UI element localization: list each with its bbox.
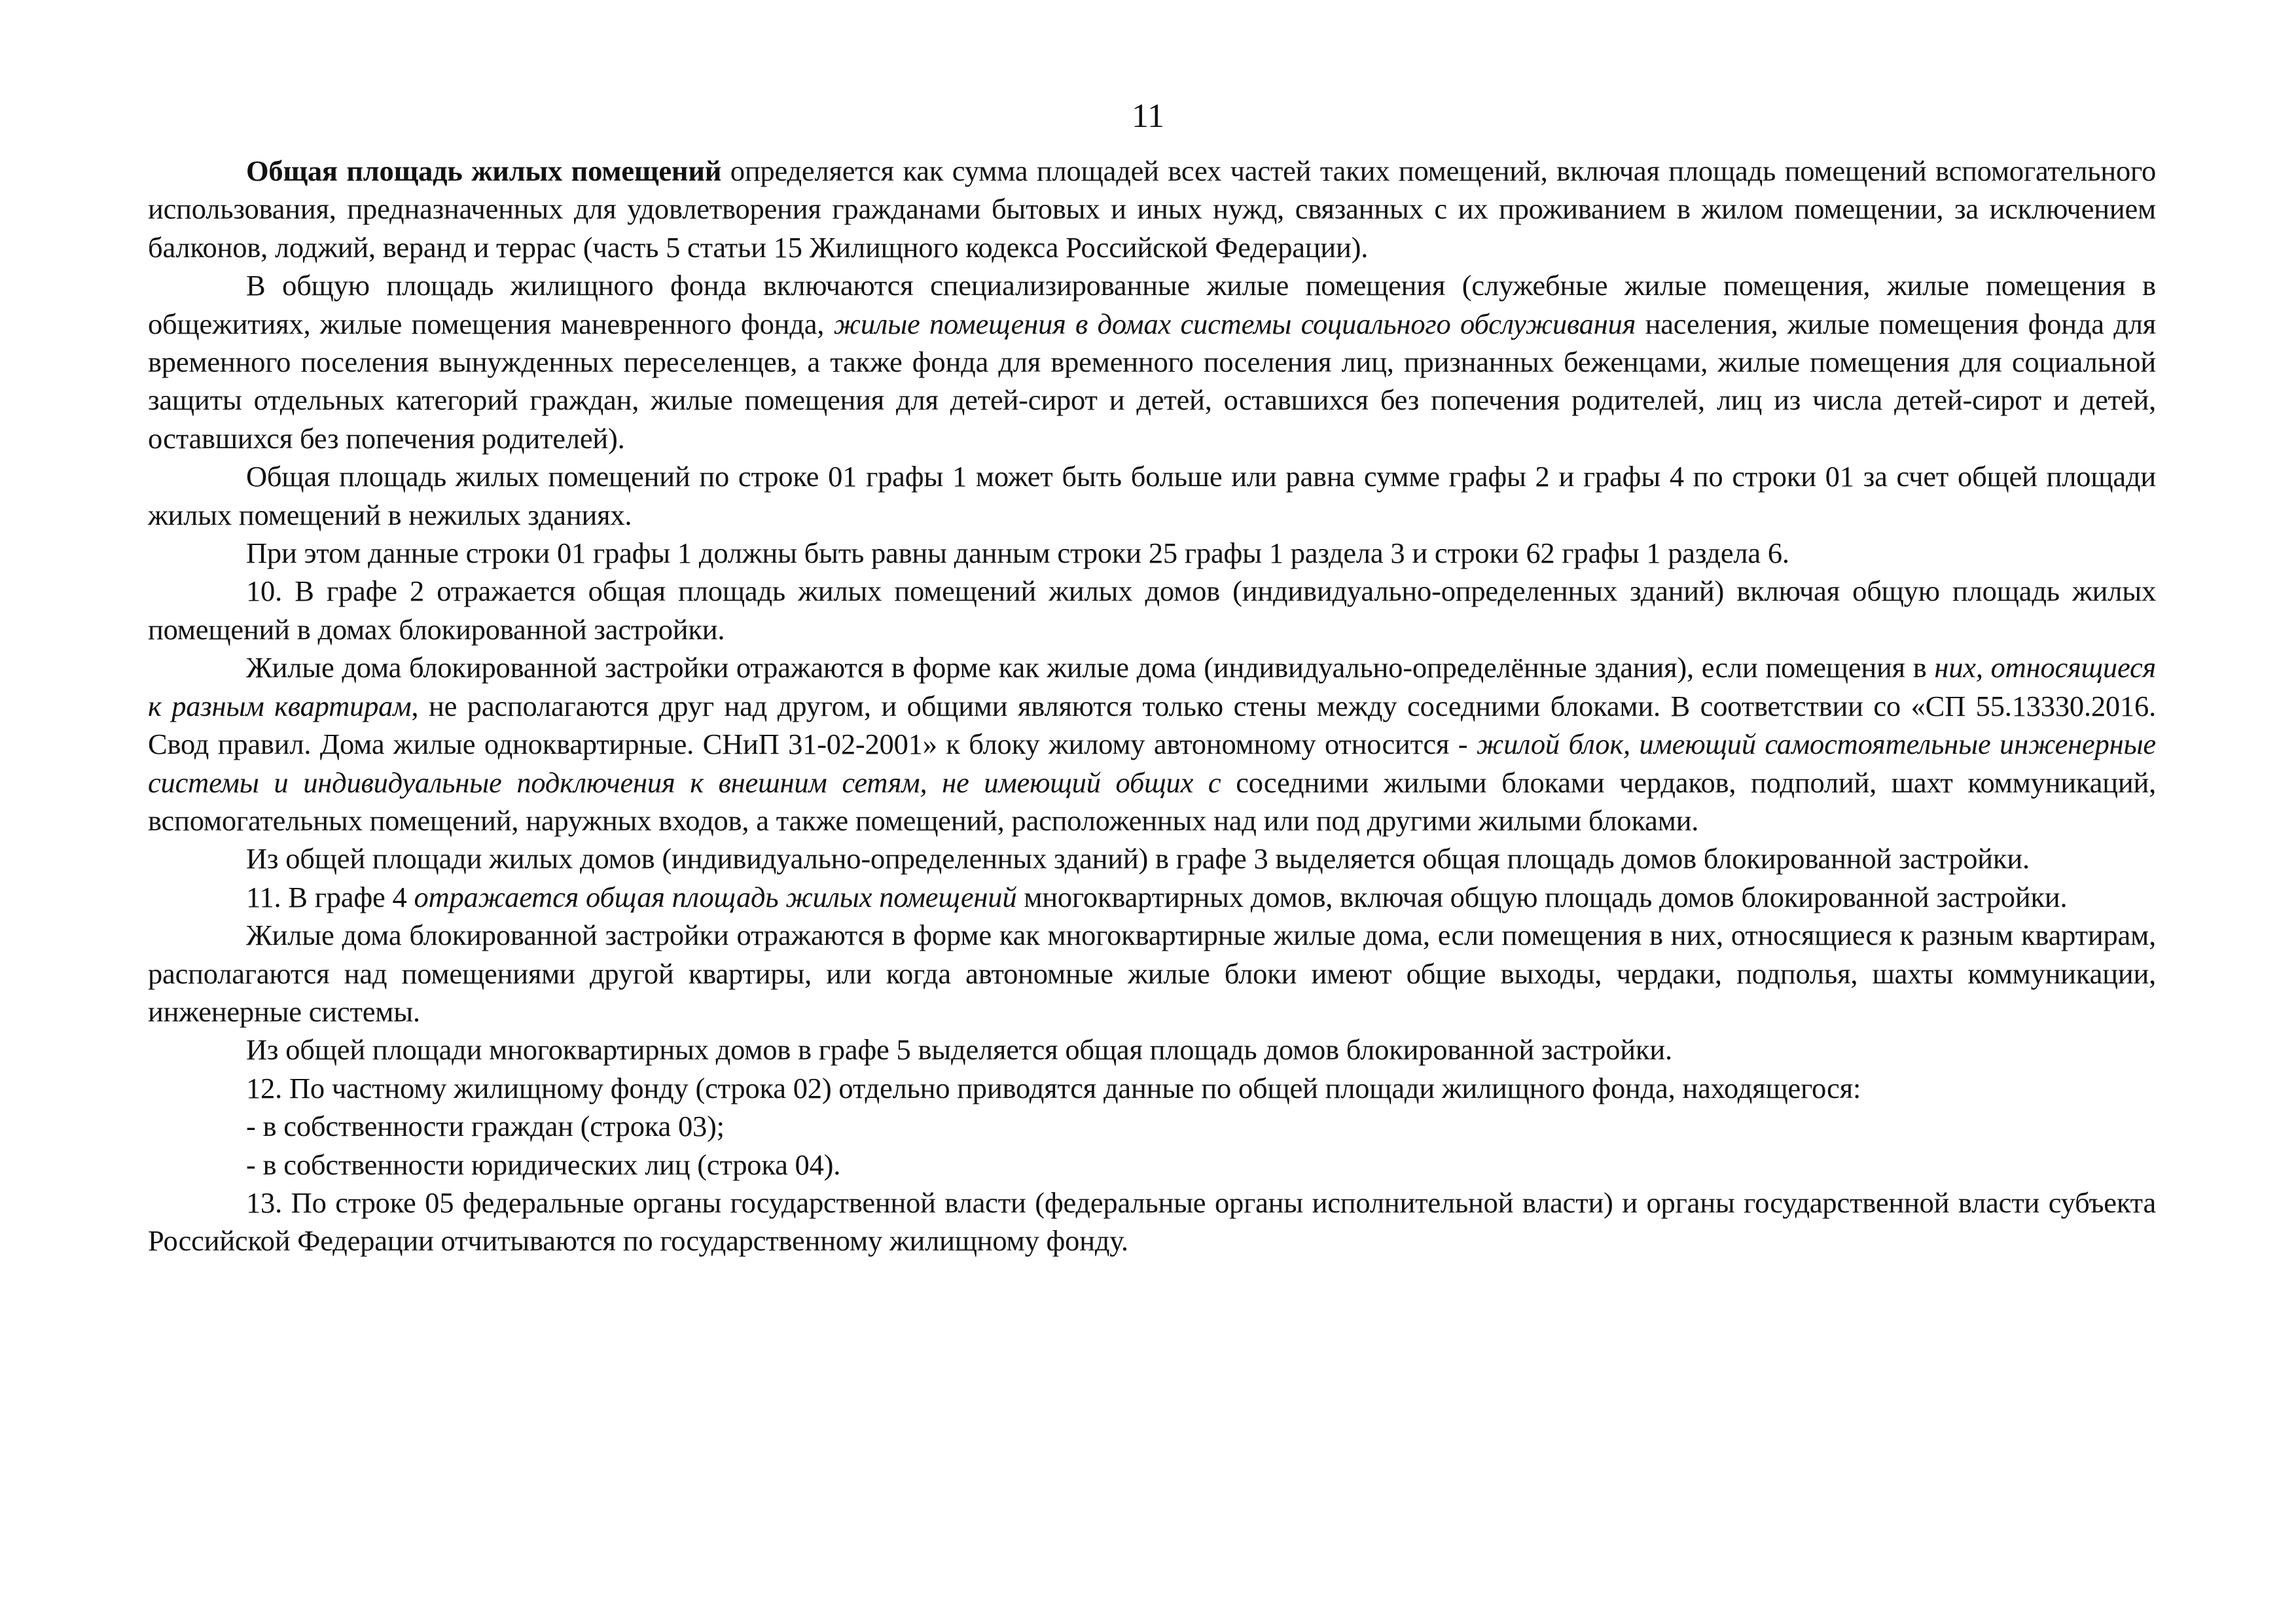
paragraph-text: В общую площадь жилищного фонда включаются специализированные жилые помещения (служебные жилые помещения, жилые помещения в общежитиях, жилые помещения маневренного фонда, — [148, 269, 2156, 340]
paragraph-blocked-houses-multi: Жилые дома блокированной застройки отражаются в форме как многоквартирные жилые дома, если помещения в них, относящиеся к разным квартирам, располагаются над помещениями другой квартиры, или когда автономные жилые блоки имеют общие выходы, чердаки, подполья, шахты коммуникации, инженерные системы. — [148, 919, 2156, 1028]
italic-text: жилой блок, имеющий самостоятельные инженерные системы и индивидуальные подключения к внешним сетям, не имеющий общих с — [148, 728, 2156, 799]
italic-text: них, относящиеся к разным квартирам — [148, 651, 2156, 722]
paragraph-text: 11. В графе 4 — [246, 880, 414, 913]
italic-text: жилые помещения в домах системы социального обслуживания — [833, 307, 1636, 340]
document-body — [148, 152, 2156, 1260]
paragraph-text: Жилые дома блокированной застройки отражаются в форме как жилые дома (индивидуально-определённые здания), если помещения в — [246, 651, 1935, 684]
list-item-legal-entities: - в собственности юридических лиц (строка 04). — [246, 1148, 841, 1181]
paragraph-item-11 — [148, 878, 2156, 916]
paragraph-text: соседними жилыми блоками чердаков, подполий, шахт коммуникаций, вспомогательных помещений, наружных входов, а также помещений, расположенных над или под другими жилыми блоками. — [148, 766, 2156, 837]
italic-text: отражается общая площадь жилых помещений — [414, 880, 1017, 913]
paragraph-specialized-housing — [148, 266, 2156, 457]
paragraph-text: , не располагаются друг над другом, и общими являются только стены между соседними блоками. В соответствии со «СП 55.13330.2016. Свод правил. Дома жилые одноквартирные. СНиП 31-02-2001» к блоку жилому автономному относится - — [148, 689, 2157, 761]
paragraph-item-13: 13. По строке 05 федеральные органы государственной власти (федеральные органы исполнительной власти) и органы государственной власти субъекта Российской Федерации отчитываются по государственному жилищному фонду. — [148, 1186, 2156, 1258]
paragraph-item-10: 10. В графе 2 отражается общая площадь жилых помещений жилых домов (индивидуально-определенных зданий) включая общую площадь жилых помещений в домах блокированной застройки. — [148, 574, 2156, 646]
paragraph-column3-note: Из общей площади жилых домов (индивидуально-определенных зданий) в графе 3 выделяется общая площадь домов блокированной застройки. — [246, 842, 2030, 875]
page-number: 11 — [1131, 97, 1165, 135]
paragraph-text: многоквартирных домов, включая общую площадь домов блокированной застройки. — [1016, 880, 2068, 913]
paragraph-row01-note: Общая площадь жилых помещений по строке 01 графы 1 может быть больше или равна сумме графы 2 и графы 4 по строки 01 за счет общей площади жилых помещений в нежилых зданиях. — [148, 460, 2156, 531]
bold-term: Общая площадь жилых помещений — [246, 154, 722, 187]
paragraph-total-area-definition — [148, 152, 2156, 266]
paragraph-text: определяется как сумма площадей всех частей таких помещений, включая площадь помещений вспомогательного использования, предназначенных для удовлетворения гражданами бытовых и иных нужд, связанных с их проживанием в жилом помещении, за исключением балконов, лоджий, веранд и террас (часть 5 статьи 15 Жилищного кодекса Российской Федерации). — [148, 154, 2156, 264]
paragraph-text: населения, жилые помещения фонда для временного поселения вынужденных переселенцев, а также фонда для временного поселения лиц, признанных беженцами, жилые помещения для социальной защиты отдельных категорий граждан, жилые помещения для детей-сирот и детей, оставшихся без попечения родителей, лиц из числа детей-сирот и детей, оставшихся без попечения родителей). — [148, 307, 2156, 455]
paragraph-column5-note: Из общей площади многоквартирных домов в графе 5 выделяется общая площадь домов блокированной застройки. — [246, 1033, 1672, 1067]
paragraph-row01-equality: При этом данные строки 01 графы 1 должны быть равны данным строки 25 графы 1 раздела 3 и строки 62 графы 1 раздела 6. — [246, 537, 1789, 570]
list-item-citizens: - в собственности граждан (строка 03); — [246, 1110, 725, 1143]
paragraph-blocked-houses-individual — [148, 648, 2156, 839]
paragraph-item-12: 12. По частному жилищному фонду (строка 02) отдельно приводятся данные по общей площади жилищного фонда, находящегося: — [246, 1071, 1861, 1104]
